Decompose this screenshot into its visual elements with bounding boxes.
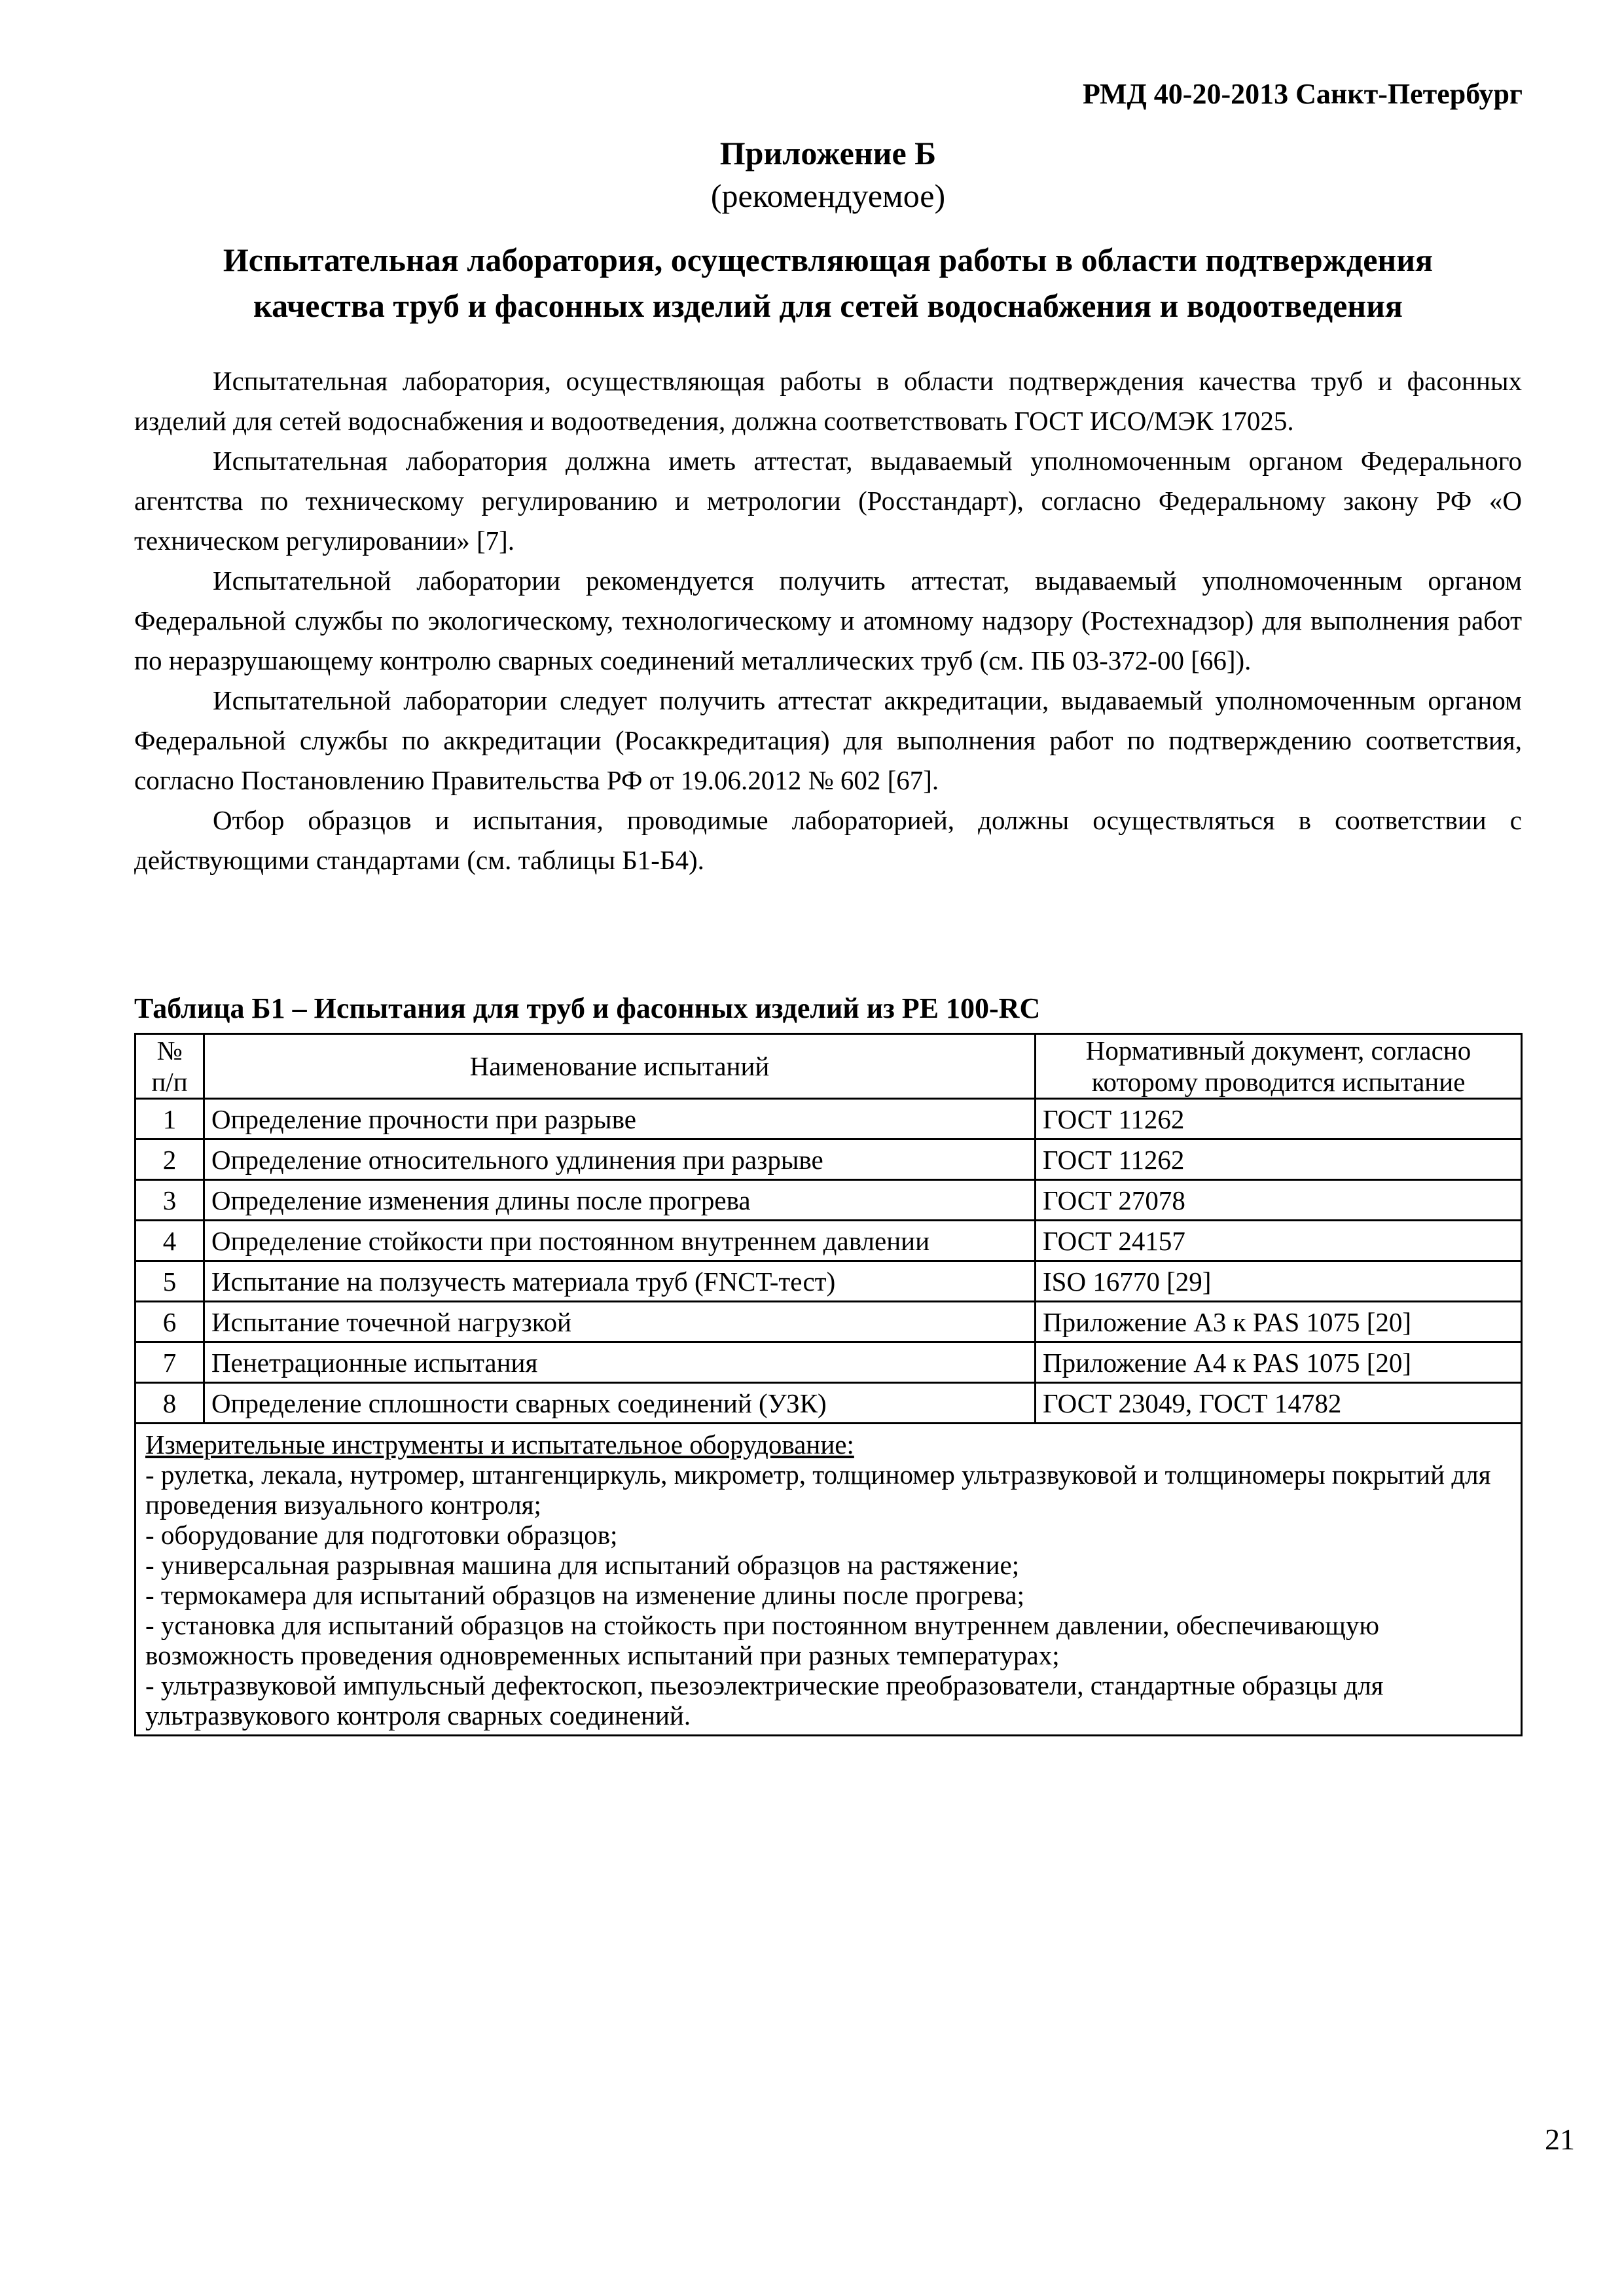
row-test-name: Определение относительного удлинения при разрыве (204, 1139, 1036, 1180)
section-title (134, 237, 1522, 329)
paragraph-5: Отбор образцов и испытания, проводимые лабораторией, должны осуществляться в соответствии с действующими стандартами (см. таблицы Б1-Б4). (134, 805, 1522, 875)
row-normative-doc: ГОСТ 27078 (1036, 1180, 1522, 1221)
row-normative-doc: ISO 16770 [29] (1036, 1261, 1522, 1302)
tests-table (134, 1033, 1523, 1736)
paragraph-2: Испытательная лаборатория должна иметь аттестат, выдаваемый уполномоченным органом Федерального агентства по техническому регулированию и метрологии (Росстандарт), согласно Федеральному закону РФ «О техническом регулировании» [7]. (134, 446, 1522, 556)
row-normative-doc: ГОСТ 23049, ГОСТ 14782 (1036, 1383, 1522, 1424)
table-row (135, 1180, 1522, 1221)
row-num: 3 (135, 1180, 204, 1221)
equipment-cell (135, 1424, 1522, 1736)
table-row (135, 1221, 1522, 1261)
equipment-item: - установка для испытаний образцов на стойкость при постоянном внутреннем давлении, обеспечивающую возможность проведения одновременных испытаний при разных температурах; (145, 1610, 1379, 1670)
header-test-name: Наименование испытаний (204, 1034, 1036, 1099)
row-num: 5 (135, 1261, 204, 1302)
row-num: 2 (135, 1139, 204, 1180)
appendix-subtitle: (рекомендуемое) (710, 177, 946, 214)
table-row (135, 1342, 1522, 1383)
header-doc-line-2: которому проводится испытание (1091, 1067, 1466, 1097)
row-num: 7 (135, 1342, 204, 1383)
equipment-row (135, 1424, 1522, 1736)
table-row (135, 1302, 1522, 1342)
header-num-line-2: п/п (151, 1067, 188, 1097)
header-normative-doc (1036, 1034, 1522, 1099)
row-test-name: Определение стойкости при постоянном внутреннем давлении (204, 1221, 1036, 1261)
document-code-header: РМД 40-20-2013 Санкт-Петербург (1082, 78, 1523, 110)
table-row (135, 1383, 1522, 1424)
paragraph-3: Испытательной лаборатории рекомендуется получить аттестат, выдаваемый уполномоченным органом Федеральной службы по экологическому, технологическому и атомному надзору (Ростехнадзор) для выполнения работ по неразрушающему контролю сварных соединений металлических труб (см. ПБ 03-372-00 [66]). (134, 565, 1522, 675)
equipment-item: - рулетка, лекала, нутромер, штангенциркуль, микрометр, толщиномер ультразвуковой и толщиномеры покрытий для проведения визуального контроля; (145, 1460, 1491, 1520)
section-title-line-2: качества труб и фасонных изделий для сетей водоснабжения и водоотведения (253, 287, 1403, 324)
page-number: 21 (1545, 2123, 1575, 2156)
equipment-item: - универсальная разрывная машина для испытаний образцов на растяжение; (145, 1550, 1020, 1580)
row-num: 4 (135, 1221, 204, 1261)
equipment-item: - ультразвуковой импульсный дефектоскоп, пьезоэлектрические преобразователи, стандартные образцы для ультразвукового контроля сварных соединений. (145, 1670, 1384, 1731)
table-caption: Таблица Б1 – Испытания для труб и фасонных изделий из PE 100-RC (134, 992, 1041, 1024)
appendix-title: Приложение Б (719, 135, 937, 171)
row-test-name: Испытание точечной нагрузкой (204, 1302, 1036, 1342)
equipment-heading: Измерительные инструменты и испытательное оборудование: (145, 1429, 854, 1460)
header-num (135, 1034, 204, 1099)
table-row (135, 1261, 1522, 1302)
table-row (135, 1139, 1522, 1180)
table-header-row (135, 1034, 1522, 1099)
row-num: 6 (135, 1302, 204, 1342)
table-row (135, 1099, 1522, 1139)
section-title-line-1: Испытательная лаборатория, осуществляющая работы в области подтверждения (223, 242, 1434, 278)
row-normative-doc: ГОСТ 24157 (1036, 1221, 1522, 1261)
row-test-name: Определение сплошности сварных соединений (УЗК) (204, 1383, 1036, 1424)
row-normative-doc: Приложение А4 к PAS 1075 [20] (1036, 1342, 1522, 1383)
row-test-name: Определение прочности при разрыве (204, 1099, 1036, 1139)
row-test-name: Пенетрационные испытания (204, 1342, 1036, 1383)
header-doc-line-1: Нормативный документ, согласно (1085, 1035, 1471, 1066)
row-normative-doc: ГОСТ 11262 (1036, 1139, 1522, 1180)
row-normative-doc: Приложение А3 к PAS 1075 [20] (1036, 1302, 1522, 1342)
paragraph-1: Испытательная лаборатория, осуществляющая работы в области подтверждения качества труб и фасонных изделий для сетей водоснабжения и водоотведения, должна соответствовать ГОСТ ИСО/МЭК 17025. (134, 366, 1522, 436)
row-test-name: Испытание на ползучесть материала труб (FNCT-тест) (204, 1261, 1036, 1302)
paragraph-4: Испытательной лаборатории следует получить аттестат аккредитации, выдаваемый уполномоченным органом Федеральной службы по аккредитации (Росаккредитация) для выполнения работ по подтверждению соответствия, согласно Постановлению Правительства РФ от 19.06.2012 № 602 [67]. (134, 685, 1522, 795)
row-num: 1 (135, 1099, 204, 1139)
equipment-item: - термокамера для испытаний образцов на изменение длины после прогрева; (145, 1580, 1024, 1610)
body-text (134, 361, 1522, 880)
header-num-line-1: № (156, 1035, 183, 1066)
row-normative-doc: ГОСТ 11262 (1036, 1099, 1522, 1139)
row-num: 8 (135, 1383, 204, 1424)
equipment-item: - оборудование для подготовки образцов; (145, 1520, 618, 1550)
row-test-name: Определение изменения длины после прогрева (204, 1180, 1036, 1221)
